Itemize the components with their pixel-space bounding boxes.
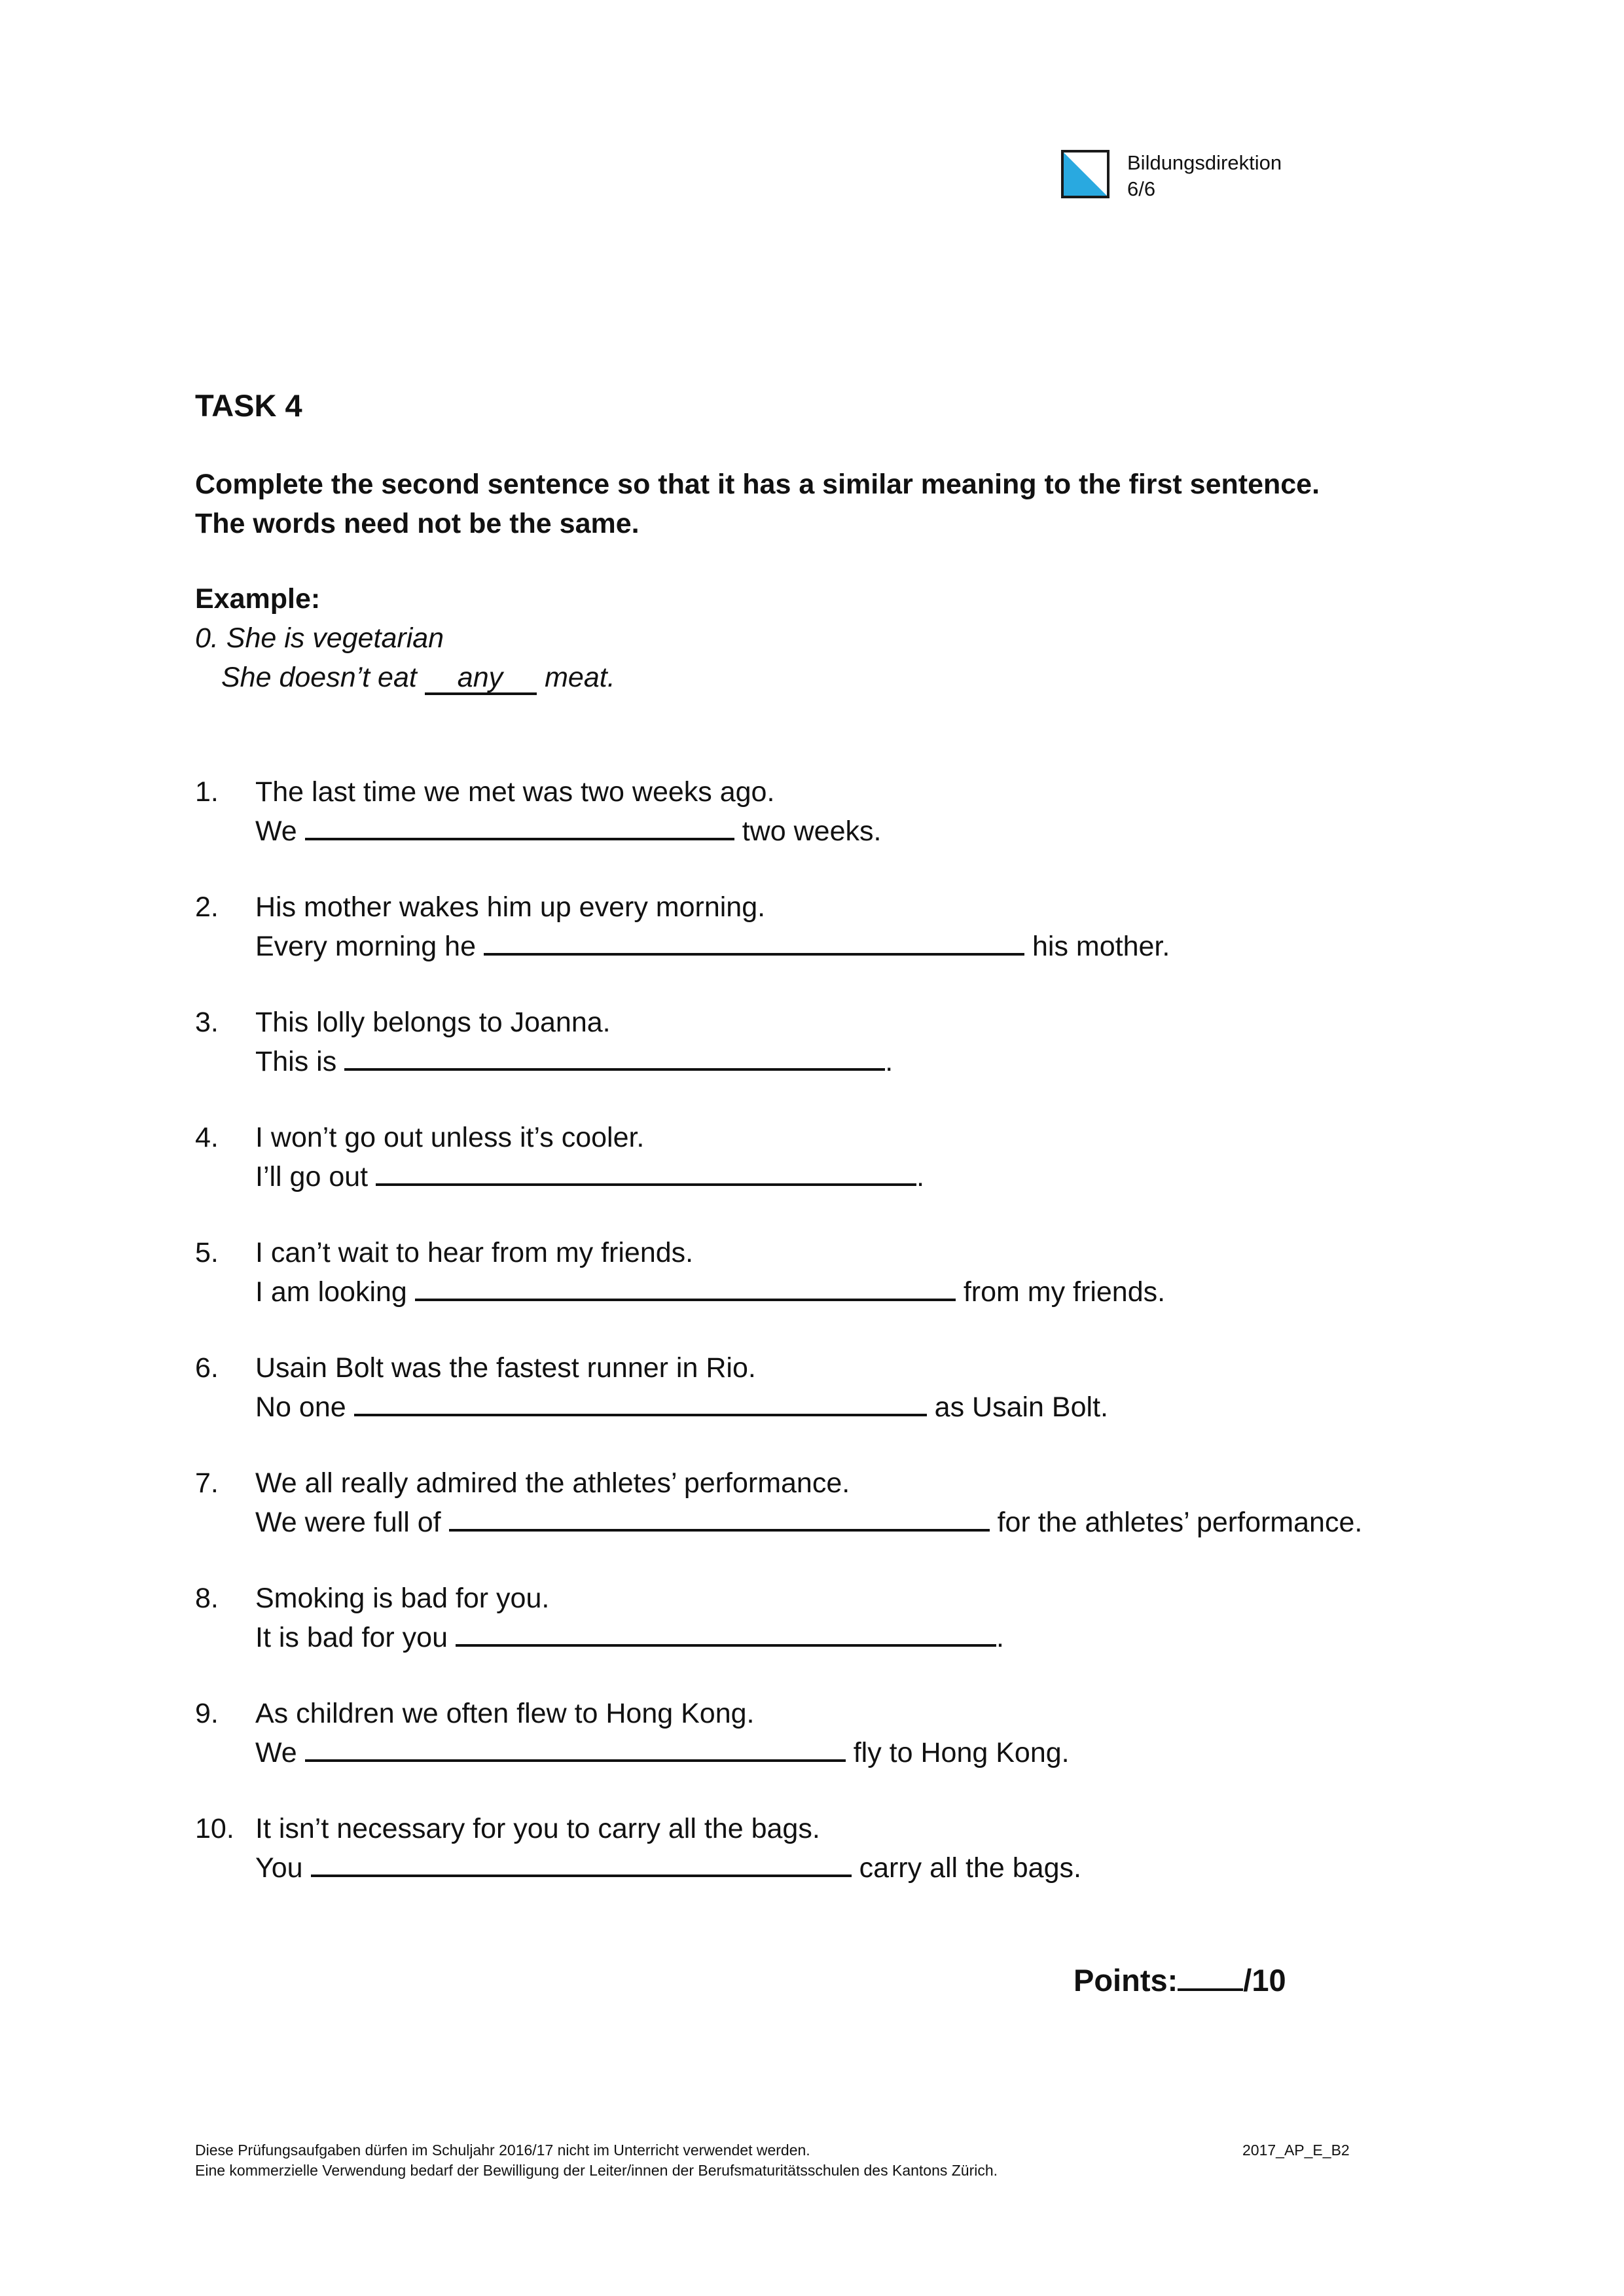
item-prefix: It is bad for you [255, 1622, 448, 1653]
points-box [1074, 1962, 1286, 1998]
header-block [1127, 150, 1282, 202]
footer-code: 2017_AP_E_B2 [1242, 2142, 1350, 2159]
item-number: 1. [195, 776, 219, 808]
item-prefix: We [255, 816, 297, 847]
item-original-sentence: His mother wakes him up every morning. [255, 891, 766, 923]
item-rewrite-sentence [255, 927, 1170, 966]
item-number: 10. [195, 1813, 234, 1844]
answer-blank[interactable] [456, 1618, 996, 1647]
item-prefix: You [255, 1852, 303, 1884]
points-total: /10 [1243, 1963, 1286, 1998]
item-rewrite-sentence [255, 1848, 1081, 1888]
item-original-sentence: Usain Bolt was the fastest runner in Rio. [255, 1352, 756, 1384]
answer-blank[interactable] [305, 812, 734, 840]
answer-blank[interactable] [311, 1848, 852, 1877]
item-rewrite-sentence [255, 1272, 1165, 1312]
item-number: 5. [195, 1237, 219, 1268]
item-prefix: This is [255, 1046, 337, 1077]
item-rewrite-sentence [255, 1733, 1070, 1772]
item-rewrite-sentence [255, 1503, 1362, 1542]
canton-logo [1061, 150, 1110, 198]
item-original-sentence: As children we often flew to Hong Kong. [255, 1698, 755, 1729]
item-original-sentence: This lolly belongs to Joanna. [255, 1007, 611, 1038]
item-rewrite-sentence [255, 1618, 1004, 1657]
item-suffix: from my friends. [963, 1276, 1166, 1308]
answer-blank[interactable] [376, 1157, 916, 1186]
item-suffix: carry all the bags. [859, 1852, 1081, 1884]
footer-line-2: Eine kommerzielle Verwendung bedarf der Bewilligung der Leiter/innen der Berufsmaturitätsschulen des Kantons Zürich. [195, 2162, 998, 2179]
example-after: meat. [545, 662, 615, 693]
item-suffix: . [885, 1046, 893, 1077]
footer-line-1: Diese Prüfungsaufgaben dürfen im Schuljahr 2016/17 nicht im Unterricht verwendet werden. [195, 2142, 810, 2159]
item-number: 8. [195, 1583, 219, 1614]
item-suffix: for the athletes’ performance. [997, 1507, 1363, 1538]
item-original-sentence: We all really admired the athletes’ performance. [255, 1467, 850, 1499]
points-blank[interactable] [1178, 1964, 1243, 1991]
item-suffix: two weeks. [742, 816, 882, 847]
task-title: TASK 4 [195, 388, 302, 423]
item-rewrite-sentence [255, 1157, 924, 1196]
item-suffix: . [916, 1161, 925, 1193]
item-suffix: fly to Hong Kong. [853, 1737, 1070, 1768]
answer-blank[interactable] [305, 1733, 846, 1762]
item-original-sentence: I can’t wait to hear from my friends. [255, 1237, 694, 1268]
item-original-sentence: It isn’t necessary for you to carry all the bags. [255, 1813, 820, 1844]
item-suffix: as Usain Bolt. [934, 1391, 1108, 1423]
item-original-sentence: I won’t go out unless it’s cooler. [255, 1122, 645, 1153]
item-suffix: his mother. [1032, 931, 1170, 962]
answer-blank[interactable] [449, 1503, 990, 1532]
item-original-sentence: Smoking is bad for you. [255, 1583, 550, 1614]
item-rewrite-sentence [255, 1042, 893, 1081]
item-prefix: No one [255, 1391, 346, 1423]
page-number: 6/6 [1127, 177, 1156, 200]
answer-blank[interactable] [415, 1272, 956, 1301]
item-original-sentence: The last time we met was two weeks ago. [255, 776, 775, 808]
item-prefix: Every morning he [255, 931, 476, 962]
answer-blank[interactable] [354, 1388, 927, 1416]
answer-blank[interactable] [344, 1042, 885, 1071]
item-rewrite-sentence [255, 1388, 1108, 1427]
example-block [195, 579, 615, 697]
item-prefix: We were full of [255, 1507, 441, 1538]
item-number: 4. [195, 1122, 219, 1153]
example-sentence-1: 0. She is vegetarian [195, 622, 444, 654]
item-number: 6. [195, 1352, 219, 1384]
item-rewrite-sentence [255, 812, 881, 851]
item-number: 9. [195, 1698, 219, 1729]
item-number: 3. [195, 1007, 219, 1038]
example-sentence-2 [195, 658, 615, 697]
department-name: Bildungsdirektion [1127, 151, 1282, 174]
item-suffix: . [996, 1622, 1004, 1653]
example-answer: any [425, 662, 537, 695]
task-instructions: Complete the second sentence so that it has a similar meaning to the first sentence. The words need not be the same. [195, 469, 1320, 539]
item-prefix: I’ll go out [255, 1161, 369, 1193]
item-prefix: We [255, 1737, 297, 1768]
item-number: 7. [195, 1467, 219, 1499]
footer [195, 2140, 998, 2181]
points-label: Points: [1074, 1963, 1178, 1998]
logo-blue-triangle [1062, 151, 1108, 197]
example-before: She doesn’t eat [221, 662, 417, 693]
example-label: Example: [195, 583, 321, 615]
item-prefix: I am looking [255, 1276, 407, 1308]
answer-blank[interactable] [484, 927, 1024, 956]
item-number: 2. [195, 891, 219, 923]
